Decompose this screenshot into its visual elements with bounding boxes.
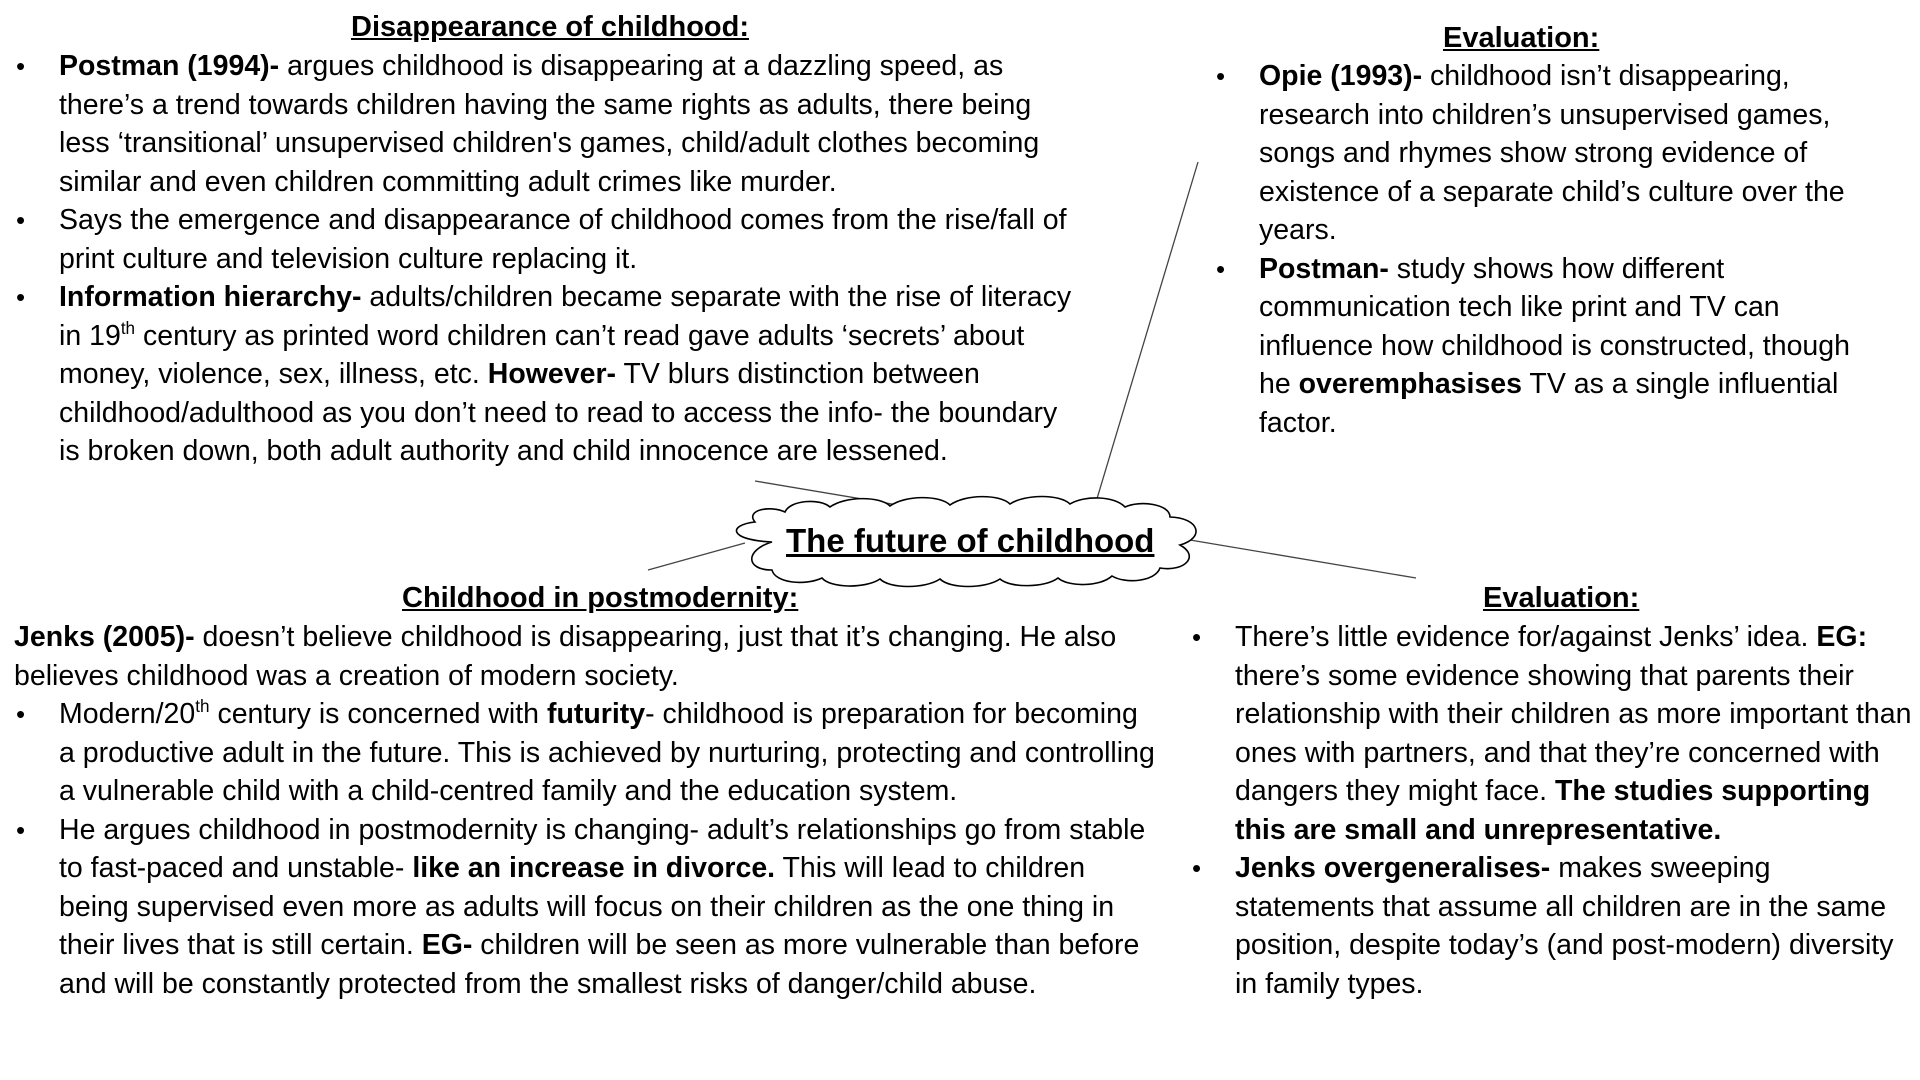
list-item: • Postman (1994)- argues childhood is disappearing at a dazzling speed, as there’s a trend towards children having the same rights as adults, there being less ‘transitional’ unsupervised children's games, child/adult clothes becoming similar and even children committing adult crimes like murder. [14, 47, 1074, 201]
evaluation-top-section [1214, 57, 1874, 442]
list-item: • Modern/20th century is concerned with futurity- childhood is preparation for becoming a productive adult in the future. This is achieved by nurturing, protecting and controlling a vulnerable child with a child-centred family and the education system. [14, 695, 1159, 811]
list-item: • Opie (1993)- childhood isn’t disappearing, research into children’s unsupervised games, songs and rhymes show strong evidence of existence of a separate child’s culture over the years. [1214, 57, 1874, 250]
evaluation-top-heading: Evaluation: [1443, 22, 1600, 54]
disappearance-section [14, 47, 1074, 471]
postmodernity-section [14, 618, 1159, 1003]
central-topic-title: The future of childhood [786, 522, 1155, 559]
list-item: • Postman- study shows how different communication tech like print and TV can influence how childhood is constructed, though he overemphasises TV as a single influential factor. [1214, 250, 1874, 443]
connector-to-postmodernity [648, 543, 745, 570]
connector-to-evaluation-top [1093, 162, 1198, 512]
list-item: • He argues childhood in postmodernity is changing- adult’s relationships go from stable to fast-paced and unstable- like an increase in divorce. This will lead to children being supervised even more as adults will focus on their children as the one thing in their lives that is still certain. EG- children will be seen as more vulnerable than before and will be constantly protected from the smallest risks of danger/child abuse. [14, 811, 1159, 1004]
list-item: • Information hierarchy- adults/children became separate with the rise of literacy in 19th century as printed word children can’t read gave adults ‘secrets’ about money, violence, sex, illness, etc. However- TV blurs distinction between childhood/adulthood as you don’t need to read to access the info- the boundary is broken down, both adult authority and child innocence are lessened. [14, 278, 1074, 471]
postmodernity-heading: Childhood in postmodernity: [402, 582, 799, 614]
evaluation-bottom-heading: Evaluation: [1483, 582, 1640, 614]
list-item: • Says the emergence and disappearance of childhood comes from the rise/fall of print culture and television culture replacing it. [14, 201, 1074, 278]
list-item: • There’s little evidence for/against Jenks’ idea. EG: there’s some evidence showing that parents their relationship with their children as more important than ones with partners, and that they’re concerned with dangers they might face. The studies supporting this are small and unrepresentative. [1190, 618, 1915, 849]
list-item: • Jenks overgeneralises- makes sweeping statements that assume all children are in the same position, despite today’s (and post-modern) diversity in family types. [1190, 849, 1915, 1003]
postmodernity-intro: Jenks (2005)- doesn’t believe childhood is disappearing, just that it’s changing. He also believes childhood was a creation of modern society. [14, 621, 1117, 692]
evaluation-bottom-section [1190, 618, 1915, 1003]
connector-to-evaluation-bottom [1190, 540, 1416, 578]
disappearance-heading: Disappearance of childhood: [351, 11, 749, 43]
